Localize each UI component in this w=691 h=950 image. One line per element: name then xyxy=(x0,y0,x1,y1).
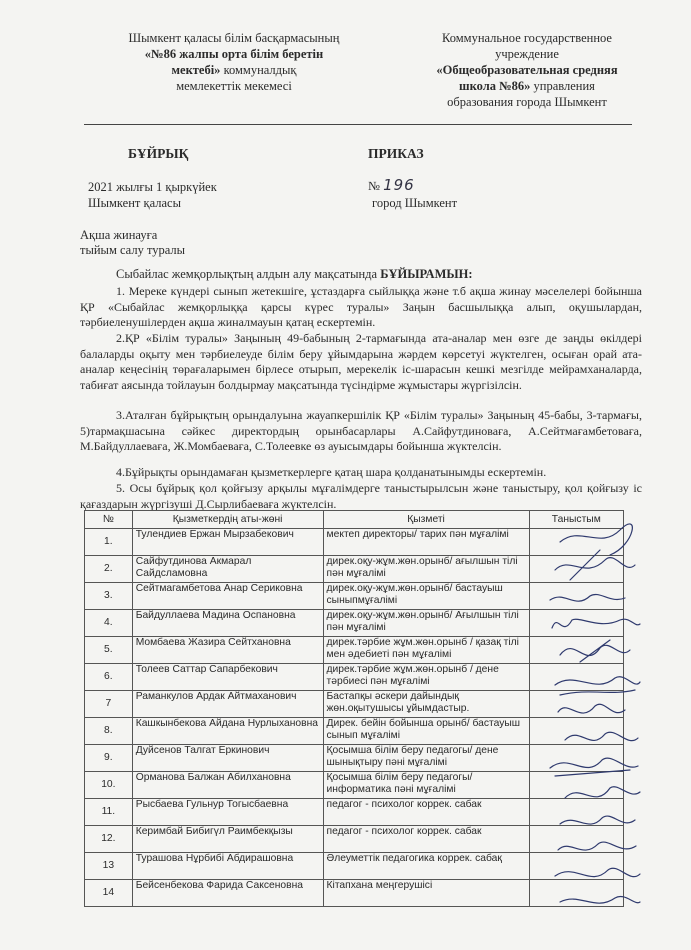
header-russian xyxy=(398,30,656,110)
employee-name: Дуйсенов Талгат Еркинович xyxy=(132,745,323,772)
employee-position: Дирек. бейін бойынша орынб/ бастауыш сынып мұғалімі xyxy=(323,718,529,745)
row-number: 5. xyxy=(85,637,133,664)
row-number: 14 xyxy=(85,880,133,907)
employee-position: Әлеуметтік педагогика коррек. сабақ xyxy=(323,853,529,880)
order-intro-bold: БҰЙЫРАМЫН: xyxy=(380,267,473,281)
header-kz-line1: Шымкент қаласы білім басқармасының xyxy=(128,31,340,45)
order-paragraph-5: 5. Осы бұйрық қол қойғызу арқылы мұғалімдерге таныстырылсын және таныстыру, қол қойғызу іс қағаздарын жүргізуші Д.Сырлибаеваға жүктелсін. xyxy=(80,481,642,511)
col-header-position: Қызметі xyxy=(323,511,529,529)
row-number: 8. xyxy=(85,718,133,745)
order-intro xyxy=(80,267,642,283)
header-kz-line4: мемлекеттік мекемесі xyxy=(176,79,292,93)
row-number: 13 xyxy=(85,853,133,880)
order-title-kz: БҰЙРЫҚ xyxy=(128,146,189,161)
employee-name: Керимбай Бибигүл Раимбекқызы xyxy=(132,826,323,853)
row-number: 3. xyxy=(85,583,133,610)
row-number: 7 xyxy=(85,691,133,718)
header-kz-line3 xyxy=(100,62,368,78)
employee-position: Қосымша білім беру педагогы/ дене шынықтыру пәні мұғалімі xyxy=(323,745,529,772)
row-number: 2. xyxy=(85,556,133,583)
order-subject-line1: Ақша жинауға xyxy=(80,228,158,242)
employee-position: Кітапхана меңгерушісі xyxy=(323,880,529,907)
row-number: 12. xyxy=(85,826,133,853)
col-header-signature: Таныстым xyxy=(529,511,623,529)
order-place-ru: город Шымкент xyxy=(372,196,458,210)
employee-position: мектеп директоры/ тарих пән мұғалімі xyxy=(323,529,529,556)
order-subject-line2: тыйым салу туралы xyxy=(80,243,186,257)
employee-position: дирек.тәрбие жұм.жөн.орынб / дене тәрбиесі пән мұғалімі xyxy=(323,664,529,691)
employee-name: Турашова Нұрбибі Абдирашовна xyxy=(132,853,323,880)
header-ru-line1: Коммунальное государственное xyxy=(442,31,612,45)
employee-name: Момбаева Жазира Сейтхановна xyxy=(132,637,323,664)
header-ru-line4 xyxy=(398,78,656,94)
order-intro-text: Сыбайлас жемқорлықтың алдын алу мақсатында xyxy=(116,267,381,281)
employee-position: дирек.оқу-жұм.жөн.орынб/ бастауыш сыныпмұғалімі xyxy=(323,583,529,610)
employee-position: Бастапқы әскери дайындық жөн.оқытушысы ұйымдастыр. xyxy=(323,691,529,718)
employee-name: Толеев Саттар Сапарбекович xyxy=(132,664,323,691)
col-header-number: № xyxy=(85,511,133,529)
employee-name: Сейтмагамбетова Анар Сериковна xyxy=(132,583,323,610)
header-ru-line4-bold: школа №86» xyxy=(459,79,531,93)
row-number: 9. xyxy=(85,745,133,772)
signatures-image xyxy=(540,520,650,920)
header-kazakh xyxy=(100,30,368,94)
order-place-kz: Шымкент қаласы xyxy=(88,196,181,210)
header-kz-line3-bold: мектебі» xyxy=(171,63,221,77)
employee-name: Тулендиев Ержан Мырзабекович xyxy=(132,529,323,556)
order-number xyxy=(368,176,415,194)
order-number-value: 196 xyxy=(383,176,415,194)
row-number: 4. xyxy=(85,610,133,637)
header-ru-line3: «Общеобразовательная средняя xyxy=(436,63,618,77)
employee-position: Қосымша білім беру педагогы/информатика пәні мұғалімі xyxy=(323,772,529,799)
header-kz-line3-rest: коммуналдық xyxy=(220,63,297,77)
employee-name: Бейсенбекова Фарида Саксеновна xyxy=(132,880,323,907)
col-header-name: Қызметкердің аты-жөні xyxy=(132,511,323,529)
employee-position: дирек.оқу-жұм.жөн.орынб/ ағылшын тілі пән мұғалімі xyxy=(323,556,529,583)
employee-name: Рысбаева Гульнур Тогысбаевна xyxy=(132,799,323,826)
employee-position: дирек.тәрбие жұм.жөн.орынб / қазақ тілі мен әдебиеті пән мұғалімі xyxy=(323,637,529,664)
employee-name: Орманова Балжан Абилхановна xyxy=(132,772,323,799)
row-number: 11. xyxy=(85,799,133,826)
header-ru-line4-rest: управления xyxy=(530,79,595,93)
order-paragraph-4: 4.Бұйрықты орындамаған қызметкерлерге қатаң шара қолданатынымды ескертемін. xyxy=(116,465,547,479)
order-title-ru: ПРИКАЗ xyxy=(368,146,424,161)
header-kz-line2: «№86 жалпы орта білім беретін xyxy=(144,47,324,61)
row-number: 10. xyxy=(85,772,133,799)
order-paragraph-2: 2.ҚР «Білім туралы» Заңының 49-бабының 2-тармағында ата-аналар мен өзге де заңды өкілдері балаларды оқыту мен тәрбиелеуде білім беру ұйымдарына жәрдем көрсетуі жүктелген, осыған орай ата-аналар кеңесінің төрағаларымен бірлесе отырып, мерекелік іс-шарасын кешкі мезгілде мейрамханаларда, табиғат аясында тойлауын болдырмау мақсатында түсіндірме жұмыстары жүргізілсін. xyxy=(80,331,642,392)
employee-position: педагог - психолог коррек. сабак xyxy=(323,826,529,853)
order-paragraph-3: 3.Аталған бұйрықтың орындалуына жауапкершілік ҚР «Білім туралы» Заңының 45-бабы, 3-тармағы, 5)тармақшасына сәйкес директордың орынбасарлары А.Сайфутдиноваға, А.Сейтмағамбетоваға, М.Байдуллаеваға, Ж.Момбаеваға, С.Толеевке өз ауысымдары бойынша жүктелсін. xyxy=(80,408,642,454)
employee-name: Байдуллаева Мадина Оспановна xyxy=(132,610,323,637)
order-date-kz: 2021 жылғы 1 қыркүйек xyxy=(88,180,217,194)
row-number: 6. xyxy=(85,664,133,691)
order-paragraph-1: 1. Мереке күндері сынып жетекшіге, ұстаздарға сыйлыққа және т.б ақша жинау мәселелері бойынша ҚР «Сыбайлас жемқорлыққа қарсы күрес туралы» Заңын басшылыққа алып, оқушылардан, тәрбиеленушілерден ақша жиналмауын қатаң ескертемін. xyxy=(80,284,642,330)
employee-position: педагог - психолог коррек. сабак xyxy=(323,799,529,826)
header-ru-line5: образования города Шымкент xyxy=(447,95,607,109)
row-number: 1. xyxy=(85,529,133,556)
order-number-label: № xyxy=(368,179,380,193)
employee-name: Раманкулов Ардак Айтмаханович xyxy=(132,691,323,718)
header-divider xyxy=(84,124,632,125)
employee-name: Кашкынбекова Айдана Нурлыхановна xyxy=(132,718,323,745)
header-ru-line2: учреждение xyxy=(495,47,559,61)
employee-name: Сайфутдинова Акмарал Сайдсламовна xyxy=(132,556,323,583)
employee-position: дирек.оқу-жұм.жөн.орынб/ Ағылшын тілі пән мұғалімі xyxy=(323,610,529,637)
